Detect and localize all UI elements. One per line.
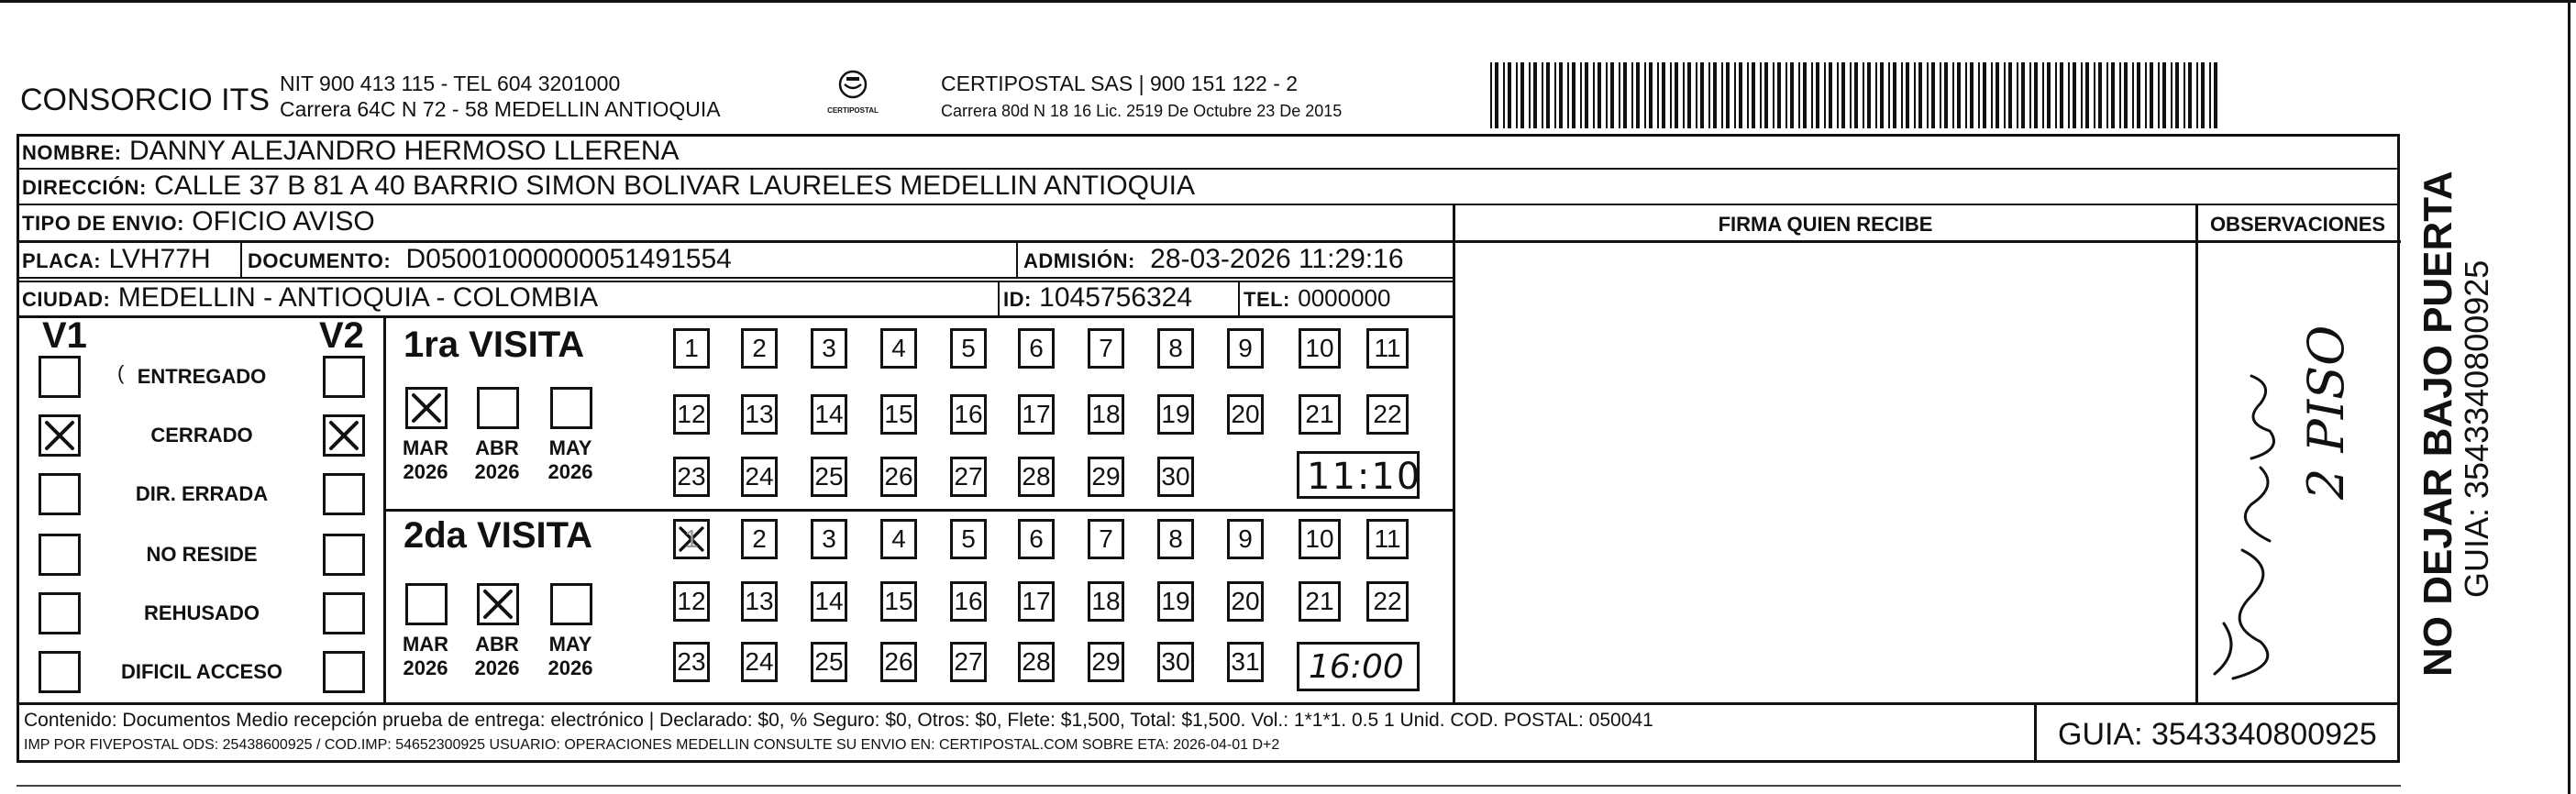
page-top-border xyxy=(0,0,2576,3)
nombre-field xyxy=(22,138,680,165)
visit2-day-box[interactable] xyxy=(1299,581,1341,622)
visit1-day-number: 25 xyxy=(814,462,844,491)
visit2-day-box[interactable] xyxy=(880,519,917,559)
visit2-day-box[interactable] xyxy=(1227,581,1264,622)
visit1-month-label xyxy=(398,436,453,485)
ciudad-label: CIUDAD: xyxy=(22,288,111,311)
visit2-day-number: 30 xyxy=(1161,647,1190,676)
direccion-value: CALLE 37 B 81 A 40 BARRIO SIMON BOLIVAR LAURELES MEDELLIN ANTIOQUIA xyxy=(154,171,1195,201)
page-right-border xyxy=(2568,0,2570,794)
ciudad-value: MEDELLIN - ANTIOQUIA - COLOMBIA xyxy=(117,282,599,313)
v1-checkbox[interactable] xyxy=(39,534,81,576)
visit-divider xyxy=(383,509,1453,512)
visit2-day-box[interactable] xyxy=(811,581,847,622)
visit1-day-number: 23 xyxy=(677,462,706,491)
visit1-time-text: 11:10 xyxy=(1307,456,1422,498)
visit2-day-box[interactable] xyxy=(1018,642,1055,682)
v2-label: V2 xyxy=(319,315,364,356)
visit1-day-box[interactable] xyxy=(1366,394,1409,435)
logo-text: CERTIPOSTAL xyxy=(827,106,879,115)
visit1-day-box[interactable] xyxy=(880,328,917,369)
visit1-month-label xyxy=(470,436,525,485)
visit1-day-box[interactable] xyxy=(880,394,917,435)
visit1-day-box[interactable] xyxy=(811,394,847,435)
visit1-month-name: MAR xyxy=(402,436,449,459)
visit2-month-label xyxy=(398,633,453,681)
visit2-month-checkbox[interactable] xyxy=(550,583,592,625)
visit1-day-number: 24 xyxy=(745,462,774,491)
visit2-day-number: 27 xyxy=(954,647,983,676)
visit1-day-number: 9 xyxy=(1238,334,1253,362)
placa-value: LVH77H xyxy=(108,244,211,274)
tipo-value: OFICIO AVISO xyxy=(192,206,375,237)
visit2-month-year: 2026 xyxy=(403,656,448,680)
visit2-day-box[interactable] xyxy=(1157,519,1194,559)
v2-checkbox[interactable] xyxy=(323,534,365,576)
visit1-day-number: 11 xyxy=(1374,334,1401,362)
visit1-month-label xyxy=(543,436,598,485)
visit1-day-number: 6 xyxy=(1029,334,1044,362)
visit1-month-checkbox[interactable] xyxy=(550,387,592,429)
footer-guia-divider xyxy=(2034,702,2037,763)
visit2-day-number: 22 xyxy=(1373,587,1402,615)
visit2-month-year: 2026 xyxy=(547,656,593,680)
visit1-month-year: 2026 xyxy=(403,460,448,484)
visit1-day-number: 17 xyxy=(1022,400,1051,428)
visit1-day-box[interactable] xyxy=(1088,328,1124,369)
nombre-value: DANNY ALEJANDRO HERMOSO LLERENA xyxy=(128,136,680,166)
visit2-day-box[interactable] xyxy=(1157,642,1194,682)
visit1-day-number: 7 xyxy=(1099,334,1113,362)
visit1-day-number: 13 xyxy=(745,400,774,428)
visit2-day-number: 3 xyxy=(822,524,836,553)
status-option-label: ENTREGADO xyxy=(137,365,267,388)
visit1-day-box[interactable] xyxy=(950,328,987,369)
visit2-day-box[interactable] xyxy=(673,519,710,559)
visit1-day-number: 27 xyxy=(954,462,983,491)
visit1-title: 1ra VISITA xyxy=(404,325,585,365)
visit1-day-number: 22 xyxy=(1373,400,1402,428)
visit2-day-number: 9 xyxy=(1238,524,1253,553)
left-border xyxy=(17,134,19,763)
visit1-day-box[interactable] xyxy=(1018,457,1055,497)
id-field xyxy=(1003,284,1192,312)
row-line-2 xyxy=(17,168,2399,170)
visit1-day-number: 14 xyxy=(814,400,844,428)
visit2-day-number: 11 xyxy=(1374,524,1401,553)
visit1-day-box[interactable] xyxy=(1157,328,1194,369)
visit1-day-box[interactable] xyxy=(1157,394,1194,435)
company-name: CONSORCIO ITS xyxy=(20,83,271,117)
visit2-day-number: 5 xyxy=(961,524,976,553)
visit1-day-box[interactable] xyxy=(950,394,987,435)
visit2-day-number: 2 xyxy=(752,524,767,553)
visit1-day-number: 16 xyxy=(954,400,983,428)
visit2-month-year: 2026 xyxy=(474,656,520,680)
visit2-day-number: 18 xyxy=(1091,587,1121,615)
tipo-label: TIPO DE ENVIO: xyxy=(22,212,184,235)
visit2-day-number: 15 xyxy=(884,587,913,615)
visit2-day-box[interactable] xyxy=(1088,581,1124,622)
v1-checkbox[interactable] xyxy=(39,356,81,398)
side-guia: GUIA: 3543340800925 xyxy=(2458,259,2495,598)
visit2-day-box[interactable] xyxy=(741,519,778,559)
visit2-day-number: 23 xyxy=(677,647,706,676)
footer-imp: IMP POR FIVEPOSTAL ODS: 25438600925 / COD.IMP: 54652300925 USUARIO: OPERACIONES MEDELLIN CONSULTE SU ENVIO EN: CERTIPOSTAL.COM SOBRE ETA: 2026-04-01 D+2 xyxy=(24,737,1280,753)
documento-label: DOCUMENTO: xyxy=(248,249,392,272)
visit1-day-number: 28 xyxy=(1022,462,1051,491)
visit1-day-box[interactable] xyxy=(741,394,778,435)
visit2-day-number: 31 xyxy=(1231,647,1260,676)
id-value: 1045756324 xyxy=(1039,282,1193,313)
visit2-day-number: 17 xyxy=(1022,587,1051,615)
visit2-time xyxy=(1297,642,1420,691)
documento-field xyxy=(248,246,732,273)
visit2-day-box[interactable] xyxy=(673,642,710,682)
visit2-day-number: 24 xyxy=(745,647,774,676)
visit1-day-box[interactable] xyxy=(1157,457,1194,497)
observaciones-header: OBSERVACIONES xyxy=(2209,213,2386,236)
footer-contenido: Contenido: Documentos Medio recepción prueba de entrega: electrónico | Declarado: $0, % Seguro: $0, Otros: $0, Flete: $1,500, Total: $1,500. Vol.: 1*1*1. 0.5 1 Unid. COD. POSTAL: 050041 xyxy=(24,710,1653,731)
documento-value: D05001000000051491554 xyxy=(405,244,732,274)
entregado-prefix: ( xyxy=(117,361,125,384)
visit2-month-label xyxy=(543,633,598,681)
visit1-day-box[interactable] xyxy=(950,457,987,497)
right-border xyxy=(2397,134,2400,763)
visit1-day-box[interactable] xyxy=(1088,457,1124,497)
visit1-day-box[interactable] xyxy=(1018,394,1055,435)
visit1-day-box[interactable] xyxy=(880,457,917,497)
visit1-day-number: 8 xyxy=(1168,334,1183,362)
visit1-month-year: 2026 xyxy=(547,460,593,484)
visit2-day-box[interactable] xyxy=(1018,519,1055,559)
visit1-day-box[interactable] xyxy=(1299,394,1341,435)
handwritten-signature xyxy=(2196,348,2297,697)
visit1-day-number: 15 xyxy=(884,400,913,428)
v1-checkbox[interactable] xyxy=(39,473,81,515)
visit1-day-number: 5 xyxy=(961,334,976,362)
tel-divider xyxy=(1238,281,1240,317)
tel-label: TEL: xyxy=(1244,288,1290,311)
visit1-day-number: 18 xyxy=(1091,400,1121,428)
visit1-day-box[interactable] xyxy=(1018,328,1055,369)
visit2-day-box[interactable] xyxy=(673,581,710,622)
visit1-day-box[interactable] xyxy=(741,328,778,369)
visit1-day-box[interactable] xyxy=(1299,328,1341,369)
v1-label: V1 xyxy=(42,315,87,356)
visit1-day-number: 29 xyxy=(1091,462,1121,491)
direccion-field xyxy=(22,172,1195,200)
certipostal-logo xyxy=(816,68,890,123)
no-dejar-warning: NO DEJAR BAJO PUERTA xyxy=(2416,171,2460,677)
visit1-day-number: 3 xyxy=(822,334,836,362)
placa-label: PLACA: xyxy=(22,249,102,272)
visit1-day-box[interactable] xyxy=(1227,328,1264,369)
status-option-label: REHUSADO xyxy=(144,601,260,624)
visit1-day-number: 10 xyxy=(1305,334,1334,362)
visit2-day-box[interactable] xyxy=(1227,519,1264,559)
visit1-day-box[interactable] xyxy=(673,457,710,497)
firma-left-line xyxy=(1453,204,1455,704)
visit2-day-number: 8 xyxy=(1168,524,1183,553)
visit2-day-number: 16 xyxy=(954,587,983,615)
v1-checkbox[interactable] xyxy=(39,592,81,634)
carrier-line: CERTIPOSTAL SAS | 900 151 122 - 2 xyxy=(941,72,1299,95)
visit1-day-number: 20 xyxy=(1231,400,1260,428)
visit1-day-number: 26 xyxy=(884,462,913,491)
carrier-license: Carrera 80d N 18 16 Lic. 2519 De Octubre 23 De 2015 xyxy=(941,102,1343,120)
visit1-month-name: ABR xyxy=(475,436,519,459)
footer-top-line xyxy=(17,702,2399,705)
id-label: ID: xyxy=(1003,288,1032,311)
visit2-day-number: 6 xyxy=(1029,524,1044,553)
status-option-label: DIR. ERRADA xyxy=(135,482,269,505)
visit2-day-number: 7 xyxy=(1099,524,1113,553)
visit1-month-checkbox[interactable] xyxy=(477,387,519,429)
visit2-day-box[interactable] xyxy=(880,642,917,682)
row-line-3 xyxy=(17,204,2399,205)
visit1-day-box[interactable] xyxy=(811,328,847,369)
company-address: Carrera 64C N 72 - 58 MEDELLIN ANTIOQUIA xyxy=(280,97,721,121)
barcode xyxy=(1490,62,2219,128)
visit2-month-name: MAY xyxy=(548,633,592,656)
visit2-day-box[interactable] xyxy=(741,581,778,622)
admision-value: 28-03-2026 11:29:16 xyxy=(1150,244,1404,274)
visit2-month-label xyxy=(470,633,525,681)
visit1-day-box[interactable] xyxy=(1366,328,1409,369)
visit2-day-box[interactable] xyxy=(811,519,847,559)
row-line-5 xyxy=(17,277,1453,279)
tel-field xyxy=(1244,284,1390,312)
ciudad-field xyxy=(22,284,598,312)
visit2-day-box[interactable] xyxy=(1088,519,1124,559)
visit2-day-box[interactable] xyxy=(1366,519,1409,559)
visit2-day-number: 19 xyxy=(1161,587,1190,615)
visit2-day-box[interactable] xyxy=(950,581,987,622)
visit2-day-number: 13 xyxy=(745,587,774,615)
admision-field xyxy=(1023,246,1404,273)
visit2-day-box[interactable] xyxy=(741,642,778,682)
visit1-day-number: 21 xyxy=(1305,400,1334,428)
visit2-day-number: 21 xyxy=(1305,587,1334,615)
footer-guia: GUIA: 3543340800925 xyxy=(2058,717,2377,752)
visit1-day-box[interactable] xyxy=(673,394,710,435)
visit1-day-box[interactable] xyxy=(811,457,847,497)
visit2-day-box[interactable] xyxy=(1299,519,1341,559)
visit2-day-number: 20 xyxy=(1231,587,1260,615)
visit2-day-box[interactable] xyxy=(1366,581,1409,622)
status-option-label: CERRADO xyxy=(150,424,253,447)
visit2-month-name: MAR xyxy=(402,633,449,656)
visit2-day-number: 12 xyxy=(677,587,706,615)
visit2-day-number: 10 xyxy=(1305,524,1334,553)
visit2-time-text: 16:00 xyxy=(1309,648,1404,686)
visit1-day-number: 4 xyxy=(891,334,906,362)
footer-bottom-line xyxy=(17,760,2399,763)
tipo-field xyxy=(22,208,375,236)
visit2-day-number: 25 xyxy=(814,647,844,676)
visit1-day-box[interactable] xyxy=(741,457,778,497)
placa-divider xyxy=(240,240,242,279)
visit2-day-box[interactable] xyxy=(1227,642,1264,682)
status-option-label: DIFICIL ACCESO xyxy=(120,660,282,683)
visit1-day-box[interactable] xyxy=(673,328,710,369)
observacion-handwritten: 2 PISO xyxy=(2297,325,2355,500)
visit1-day-number: 2 xyxy=(752,334,767,362)
visit1-month-name: MAY xyxy=(548,436,592,459)
v1-checkbox[interactable] xyxy=(39,651,81,693)
visit2-day-number: 4 xyxy=(891,524,906,553)
visit2-day-number: 29 xyxy=(1091,647,1121,676)
nombre-label: NOMBRE: xyxy=(22,141,122,164)
visit1-month-year: 2026 xyxy=(474,460,520,484)
visit2-day-box[interactable] xyxy=(1018,581,1055,622)
visit1-day-number: 12 xyxy=(677,400,706,428)
v2-checkbox[interactable] xyxy=(323,356,365,398)
v2-checkbox[interactable] xyxy=(323,473,365,515)
row-line-4 xyxy=(17,240,2401,243)
v1-checkbox[interactable] xyxy=(39,414,81,457)
direccion-label: DIRECCIÓN: xyxy=(22,176,147,199)
bottom-edge-line xyxy=(17,785,2401,787)
visit1-day-number: 1 xyxy=(684,334,699,362)
visit2-day-number: 1 xyxy=(684,524,699,553)
v2-checkbox[interactable] xyxy=(323,414,365,457)
v2-checkbox[interactable] xyxy=(323,651,365,693)
v2-checkbox[interactable] xyxy=(323,592,365,634)
placa-field xyxy=(22,246,211,273)
visit2-day-number: 26 xyxy=(884,647,913,676)
visit1-day-box[interactable] xyxy=(1088,394,1124,435)
visit2-title: 2da VISITA xyxy=(404,515,592,556)
visit1-time xyxy=(1297,451,1420,499)
visit2-day-box[interactable] xyxy=(950,519,987,559)
visit1-day-number: 19 xyxy=(1161,400,1190,428)
visit2-day-box[interactable] xyxy=(811,642,847,682)
visit2-day-number: 28 xyxy=(1022,647,1051,676)
visit2-day-box[interactable] xyxy=(950,642,987,682)
status-option-label: NO RESIDE xyxy=(146,543,258,566)
visit1-day-number: 30 xyxy=(1161,462,1190,491)
company-nit: NIT 900 413 115 - TEL 604 3201000 xyxy=(280,72,621,95)
visit2-month-checkbox[interactable] xyxy=(405,583,448,625)
tel-value: 0000000 xyxy=(1298,284,1391,312)
visit1-month-checkbox[interactable] xyxy=(405,387,448,429)
admision-divider xyxy=(1016,240,1018,279)
visit2-month-checkbox[interactable] xyxy=(477,583,519,625)
visit2-month-name: ABR xyxy=(475,633,519,656)
admision-label: ADMISIÓN: xyxy=(1023,249,1135,272)
id-divider xyxy=(998,281,1000,317)
firma-header: FIRMA QUIEN RECIBE xyxy=(1718,213,1933,236)
visit1-day-box[interactable] xyxy=(1227,394,1264,435)
visit2-day-box[interactable] xyxy=(1088,642,1124,682)
visit2-day-number: 14 xyxy=(814,587,844,615)
visit2-day-box[interactable] xyxy=(880,581,917,622)
visit2-day-box[interactable] xyxy=(1157,581,1194,622)
